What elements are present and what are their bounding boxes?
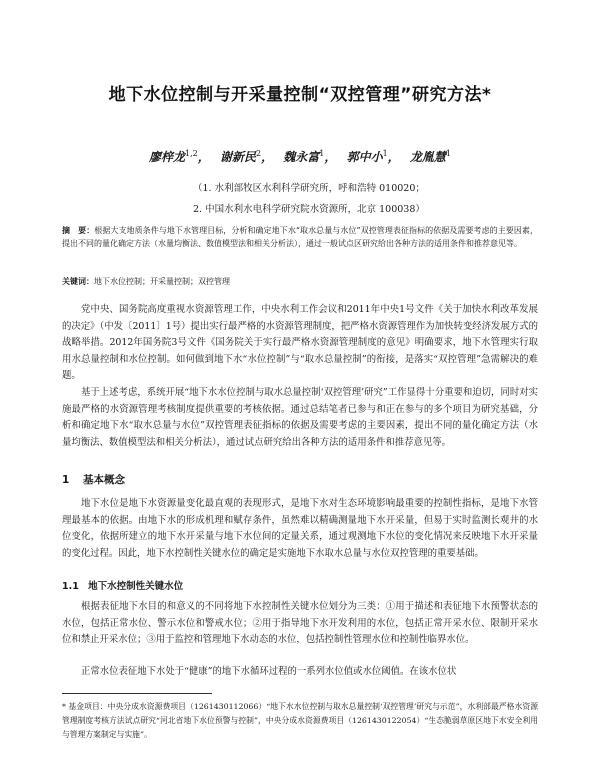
keywords-label: 关键词： xyxy=(62,276,94,286)
affiliation-1: （1. 水利部牧区水利科学研究所，呼和浩特 010020； xyxy=(193,183,425,194)
section-heading-1 xyxy=(62,472,125,487)
author-affiliation-mark: 1 xyxy=(382,149,388,158)
keywords xyxy=(62,275,538,288)
footnote-rule xyxy=(62,693,212,694)
body-paragraph-5: 正常水位表征地下水处于“健康”的地下水循环过程的一系列水位值或水位阈值。在该水位状 xyxy=(81,666,457,677)
author-affiliation-mark: 1 xyxy=(319,149,325,158)
author-name: 龙胤慧 xyxy=(409,150,446,164)
section-title: 基本概念 xyxy=(82,474,125,486)
author-name: 郭中小 xyxy=(346,150,383,164)
author-name: 魏永富 xyxy=(283,150,320,164)
author-affiliation-mark: 1,2 xyxy=(185,149,198,158)
abstract xyxy=(62,224,538,250)
abstract-text: 根据大支地质条件与地下水管理目标，分析和确定地下水“取水总量与水位”双控管理表征指标的依据及需要考虑的主要因素，提出不同的量化确定方法（水量均衡法、数值模型法和相关分析法），通过一般试点区研究给出各种方法的适用条件和推荐意见等。 xyxy=(62,226,538,248)
author-affiliation-mark: 1 xyxy=(445,149,451,158)
subsection-title: 地下水控制性关键水位 xyxy=(88,581,184,592)
body-paragraph-2: 基于上述考虑，系统开展“地下水水位控制与取水总量控制‘双控管理’研究”工作显得十分重要和迫切，同时对实施最严格的水资源管理考核制度提供重要的考核依据。通过总结笔者已参与和正在参与的多个项目为研究基础，分析和确定地下水“取水总量与水位”双控管理表征指标的依据及需要考虑的主要因素，提出不同的量化确定方法（水量均衡法、数值模型法和相关分析法），通过试点研究给出各种方法的适用条件和推荐意见等。 xyxy=(62,387,538,448)
author-name: 廖梓龙 xyxy=(149,150,186,164)
affiliation-2: 2. 中国水利水电科学研究院水资源所，北京 100038） xyxy=(193,204,425,215)
author-name: 谢新民 xyxy=(219,150,256,164)
body-paragraph-4: 根据表征地下水目的和意义的不同将地下水控制性关键水位划分为三类：①用于描述和表征地下水预警状态的水位，包括正常水位、警示水位和警戒水位；②用于指导地下水开发利用的水位，包括正常开采水位、限制开采水位和禁止开采水位；③用于监控和管理地下水动态的水位，包括控制性管理水位和控制性临界水位。 xyxy=(62,601,538,646)
abstract-label: 摘 要： xyxy=(62,225,95,235)
subsection-heading-1-1 xyxy=(62,578,183,592)
paper-title: 地下水位控制与开采量控制“双控管理”研究方法* xyxy=(108,85,492,105)
author-list: 廖梓龙$^{1,2}$， 谢新民$^2$， 魏永富$^1$， 郭中小$^1$， 龙胤慧$^1$ xyxy=(149,149,451,164)
body-paragraph-1: 党中央、国务院高度重视水资源管理工作，中央水利工作会议和2011年中央1号文件《关于加快水利改革发展的决定》（中发〔2011〕1号）提出实行最严格的水资源管理制度，把严格水资源管理作为加快转变经济发展方式的战略举措。2012年国务院3号文件《国务院关于实行最严格水资源管理制度的意见》明确要求，地下水管理实行取用水总量控制和水位控制。如何做到地下水“水位控制”与“取水总量控制”的衔接，是落实“双控管理”急需解决的难题。 xyxy=(62,304,538,382)
keywords-text: 地下水位控制；开采量控制；双控管理 xyxy=(94,277,230,286)
subsection-number: 1.1 xyxy=(62,581,79,592)
author-affiliation-mark: 2 xyxy=(255,149,262,158)
body-paragraph-3: 地下水位是地下水资源量变化最直观的表现形式，是地下水对生态环境影响最重要的控制性指标，是地下水管理最基本的依据。由地下水的形成机理和赋存条件，虽然难以精确测量地下水开采量，但易于实时监测长观井的水位变化，依据所建立的地下水开采量与地下水位间的定量关系，通过观测地下水位的变化情况来反映地下水开采量的变化过程。因此，地下水控制性关键水位的确定是实施地下水取水总量与水位双控管理的重要基础。 xyxy=(62,498,538,559)
section-number: 1 xyxy=(62,474,70,486)
footnote-funding: * 基金项目：中央分成水资源费项目（1261430112066）“地下水水位控制与取水总量控制‘双控管理’研究与示范”，水利部最严格水资源管理制度考核方法试点研究“河北省地下水位预警与控制”，中央分成水资源费项目（1261430122054）“生态脆弱草原区地下水安全利用与管理方案制定与实施”。 xyxy=(62,702,538,739)
